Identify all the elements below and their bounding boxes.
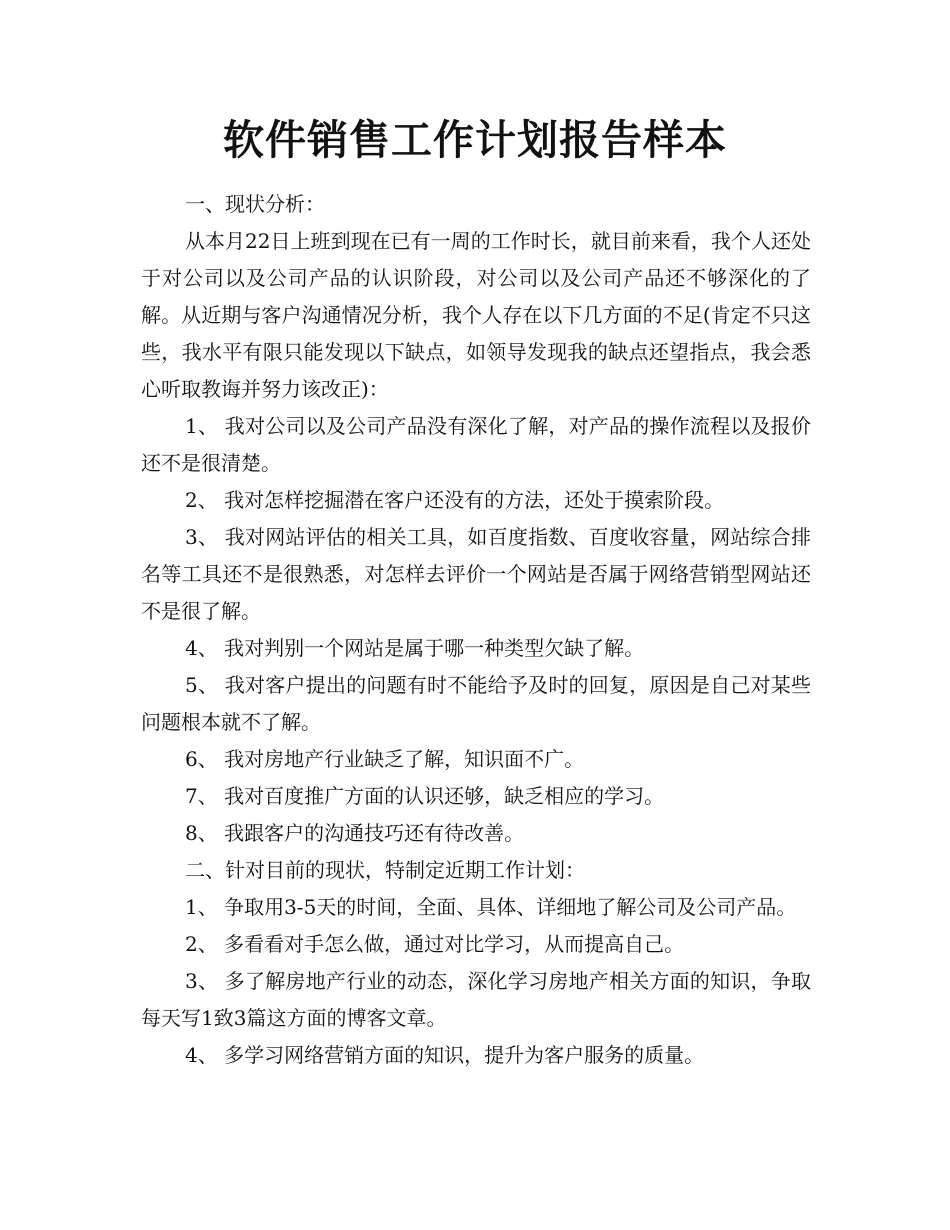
plan-item-2: 2、 多看看对手怎么做，通过对比学习，从而提高自己。 [185, 932, 685, 956]
intro-paragraph: 从本月22日上班到现在已有一周的工作时长，就目前来看，我个人还处于对公司以及公司产品的认识阶段，对公司以及公司产品还不够深化的了解。从近期与客户沟通情况分析，我个人存在以下几方面的不足(肯定不只这些，我水平有限只能发现以下缺点，如领导发现我的缺点还望指点，我会悉心听取教诲并努力该改正)： [141, 229, 811, 401]
shortcoming-item-1: 1、 我对公司以及公司产品没有深化了解，对产品的操作流程以及报价还不是很清楚。 [141, 414, 811, 475]
plan-item-4: 4、 多学习网络营销方面的知识，提升为客户服务的质量。 [185, 1043, 705, 1067]
shortcoming-item-7: 7、 我对百度推广方面的认识还够，缺乏相应的学习。 [185, 784, 665, 808]
section-heading-status: 一、现状分析： [185, 192, 325, 216]
document-body [141, 186, 811, 1074]
shortcoming-item-2: 2、 我对怎样挖掘潜在客户还没有的方法，还处于摸索阶段。 [185, 488, 725, 512]
shortcoming-item-6: 6、 我对房地产行业缺乏了解，知识面不广。 [185, 747, 585, 771]
plan-item-1: 1、 争取用3-5天的时间，全面、具体、详细地了解公司及公司产品。 [185, 895, 797, 919]
shortcoming-item-8: 8、 我跟客户的沟通技巧还有待改善。 [185, 821, 525, 845]
document-title: 软件销售工作计划报告样本 [223, 116, 727, 164]
shortcoming-item-4: 4、 我对判别一个网站是属于哪一种类型欠缺了解。 [185, 636, 645, 660]
section-heading-plan: 二、针对目前的现状，特制定近期工作计划： [185, 858, 585, 882]
shortcoming-item-5: 5、 我对客户提出的问题有时不能给予及时的回复，原因是自己对某些问题根本就不了解。 [141, 673, 811, 734]
shortcoming-item-3: 3、 我对网站评估的相关工具，如百度指数、百度收容量，网站综合排名等工具还不是很熟悉，对怎样去评价一个网站是否属于网络营销型网站还不是很了解。 [141, 525, 811, 623]
plan-item-3: 3、 多了解房地产行业的动态，深化学习房地产相关方面的知识，争取每天写1致3篇这方面的博客文章。 [141, 969, 811, 1030]
